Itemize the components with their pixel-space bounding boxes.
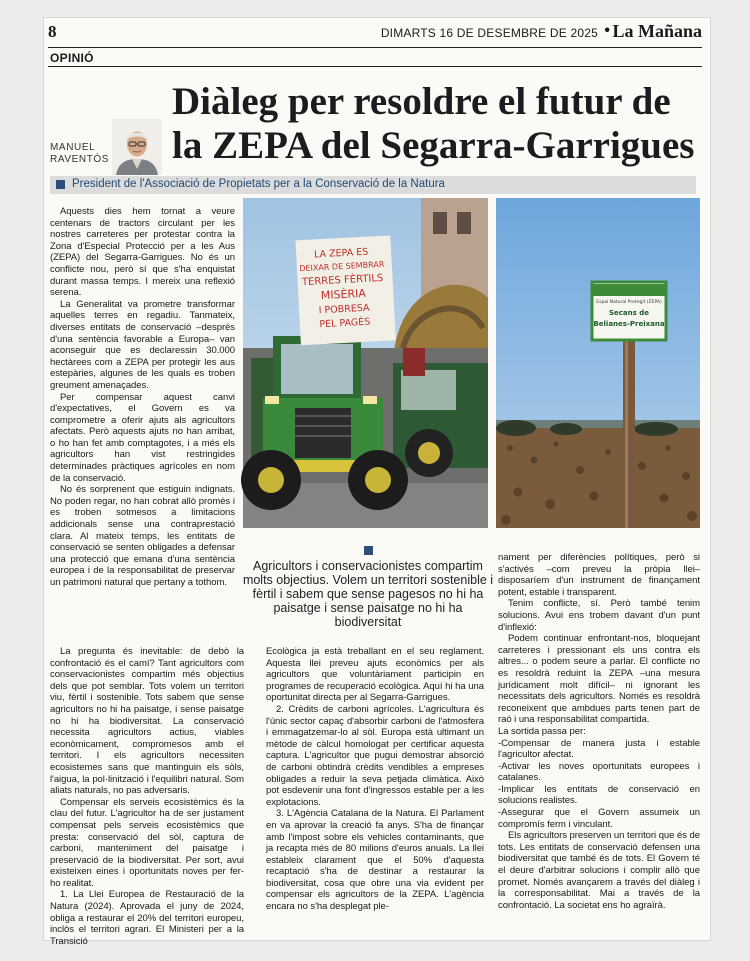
header-rule bbox=[48, 47, 702, 48]
paragraph: La pregunta és inevitable: de debò la confrontació és el camí? Tant agricultors com conservacionistes compartim més objectius dels que pot semblar. Tots volem un territori viu, fèrtil i sostenible. Tots sabem que sense agricultors no hi ha paisatge, i sense paisatge no hi ha biodiversitat. La conservació necessita agricultors actius, viables econòmicament, compromesos amb el territori. I els agricultors necessiten ecosistemes sans que mantinguin els sòls, l'aigua, la pol·linització i l'equilibri natural. Som aliats naturals, no pas adversaris. bbox=[50, 646, 244, 797]
svg-text:Secans de: Secans de bbox=[608, 309, 650, 317]
newspaper-name: La Mañana bbox=[612, 21, 702, 41]
paragraph: Aquests dies hem tornat a veure centenars de tractors circulant per les nostres carreteres per protestar contra la Zona d'Especial Protecció per a les Aus (ZEPA) del Segarra-Garrigues. No és un conflicte nou, però sí que s'ha enquistat durant massa temps. I mereix una reflexió serena. bbox=[50, 206, 235, 299]
svg-text:TERRES FÈRTILS: TERRES FÈRTILS bbox=[301, 272, 384, 289]
page-number: 8 bbox=[48, 22, 57, 41]
paragraph: 1. La Llei Europea de Restauració de la Natura (2024). Aprovada el juny de 2024, obliga a restaurar el 20% del territori europeu, inclòs el territori agrari. El Ministeri per a la Transició bbox=[50, 889, 244, 947]
paragraph: 3. L'Agència Catalana de la Natura. El Parlament en va aprovar la creació fa anys. S'ha de finançar amb l'impost sobre els vehicles contaminants, que ja recapta més de 80 milions d'euros anuals. La llei estableix clarament que el 50% d'aquesta recaptació s'ha de destinar a restaurar la biodiversitat, cosa que obre una via evident per compensar els agricultors de la ZEPA. L'agència encara no s'ha desplegat ple- bbox=[266, 808, 484, 913]
newspaper-page bbox=[44, 18, 710, 947]
caption-text: Agricultors i conservacionistes compartim molts objectius. Volem un territori sostenible i fèrtil i sabem que sense pagesos no hi ha paisatge i sense paisatge no hi ha biodiversitat bbox=[242, 559, 494, 629]
bullet-square bbox=[56, 180, 65, 189]
paragraph: -Implicar les entitats de conservació en solucions realistes. bbox=[498, 783, 700, 807]
caption-bullet bbox=[364, 546, 373, 555]
paragraph: 2. Crèdits de carboni agrícoles. L'agricultura és l'únic sector capaç d'absorbir carboni de l'atmosfera i emmagatzemar-lo al sòl. Europa està ultimant un mètode de càlcul homologat per certificar aquesta captura. L'agricultor que pugui demostrar absorció de carboni obtindrà crèdits vendibles a empreses obligades a reduir la seva petjada climàtica. Això pot esdevenir una font d'ingressos estable per a les explotacions. bbox=[266, 703, 484, 808]
paragraph: No és sorprenent que estiguin indignats. No poden regar, no han cobrat allò promès i es troben sotmesos a limitacions addicionals sense una contraprestació clara. Al mateix temps, les entitats de conservació se senten obligades a defensar una protecció que emana d'una sentència europea i de la responsabilitat de preservar un patrimoni natural que pertany a tothom. bbox=[50, 484, 235, 588]
svg-text:LA ZEPA ES: LA ZEPA ES bbox=[313, 246, 369, 261]
svg-text:MISÈRIA: MISÈRIA bbox=[320, 286, 367, 303]
article-column-1 bbox=[50, 206, 235, 588]
svg-text:Espai Natural Protegit (ZEPA): Espai Natural Protegit (ZEPA) bbox=[596, 300, 662, 305]
paragraph: La Generalitat va prometre transformar aquelles terres en regadiu. Tanmateix, diverses entitats de conservació –després d'una sentència favorable a Europa– van aconseguir que es declaressin 30.000 hectàrees com a ZEPA per protegir les aus estepàries, algunes de les quals es troben greument amenaçades. bbox=[50, 298, 235, 391]
headline: Diàleg per resoldre el futur de la ZEPA del Segarra-Garrigues bbox=[172, 80, 695, 167]
svg-text:DEIXAR DE SEMBRAR: DEIXAR DE SEMBRAR bbox=[299, 259, 385, 274]
paragraph: Els agricultors preserven un territori que és de tots. Les entitats de conservació defensen una biodiversitat que també és de tots. El Govern té el deure d'arbitrar solucions i complir allò que promet. Només avançarem a través del diàleg i la corresponsabilitat. Mai a través de la confrontació. La societat ens ho agraïrà. bbox=[498, 830, 700, 911]
section-label: OPINIÓ bbox=[50, 51, 94, 65]
paragraph: -Assegurar que el Govern assumeix un compromís ferm i vinculant. bbox=[498, 807, 700, 830]
author-role: President de l'Associació de Propietats per a la Conservació de la Natura bbox=[72, 178, 445, 190]
author-name: MANUEL RAVENTÓS bbox=[50, 142, 110, 165]
article-column-3 bbox=[498, 552, 700, 936]
svg-text:PEL PAGÈS: PEL PAGÈS bbox=[319, 316, 371, 331]
photo-tractor-protest bbox=[243, 198, 488, 528]
author-portrait bbox=[112, 119, 162, 175]
article-column-1-continued bbox=[50, 646, 244, 947]
section-rule bbox=[48, 66, 702, 67]
paragraph: Podem continuar enfrontant-nos, bloquejant carreteres i pressionant els uns contra els altres... o podem seure a parlar. El conflicte no es resoldrà reduint la ZEPA –una mesura jurídicament molt difícil– ni ignorant les necessitats dels agricultors. Només es resoldrà reconeixent que ambdues parts tenen part de raó i una responsabilitat compartida. bbox=[498, 633, 700, 726]
paragraph: Compensar els serveis ecosistèmics és la clau del futur. L'agricultor ha de ser justament compensat pels serveis ecosistèmics que presta: conservació del sòl, captura de carboni, manteniment del paisatge i preservació de la biodiversitat. Per sort, avui existeixen eines i oportunitats noves per fer-ho realitat. bbox=[50, 796, 244, 889]
photo-caption bbox=[242, 546, 494, 629]
svg-text:I POBRESA: I POBRESA bbox=[318, 302, 370, 317]
author-role-bar bbox=[50, 176, 696, 194]
svg-text:Belianes-Preixana: Belianes-Preixana bbox=[593, 320, 665, 328]
article-column-2 bbox=[266, 646, 484, 936]
paragraph: Per compensar aquest canvi d'expectatives, el Govern es va comprometre a oferir ajuts als agricultors afectats. Però aquests ajuts no han arribat, o ho han fet amb comptagotes, i a més els agricultors han vist restringides determinades pràctiques agrícoles en nom de la conservació. bbox=[50, 391, 235, 484]
paragraph: Ecològica ja està treballant en el seu reglament. Aquesta llei preveu ajuts econòmics per als agricultors que voluntàriament participin en programes de recuperació ecològica. Aquí hi ha una oportunitat directa per al Segarra-Garrigues. bbox=[266, 646, 484, 704]
photo-zepa-sign bbox=[496, 198, 700, 528]
paragraph: Tenim conflicte, sí. Però també tenim solucions. Avui ens trobem davant d'un punt d'inflexió: bbox=[498, 598, 700, 633]
issue-date: DIMARTS 16 DE DESEMBRE DE 2025 bbox=[380, 26, 598, 40]
separator-dot: • bbox=[604, 22, 610, 39]
paragraph: nament per diferències polítiques, però si s'activés –com preveu la pròpia llei– disposaríem d'un instrument de finançament potent, estable i transparent. bbox=[498, 552, 700, 598]
paragraph: -Activar les noves oportunitats europees i catalanes. bbox=[498, 760, 700, 784]
paragraph: La sortida passa per: bbox=[498, 725, 586, 737]
paragraph: -Compensar de manera justa i estable l'agricultor afectat. bbox=[498, 737, 700, 761]
